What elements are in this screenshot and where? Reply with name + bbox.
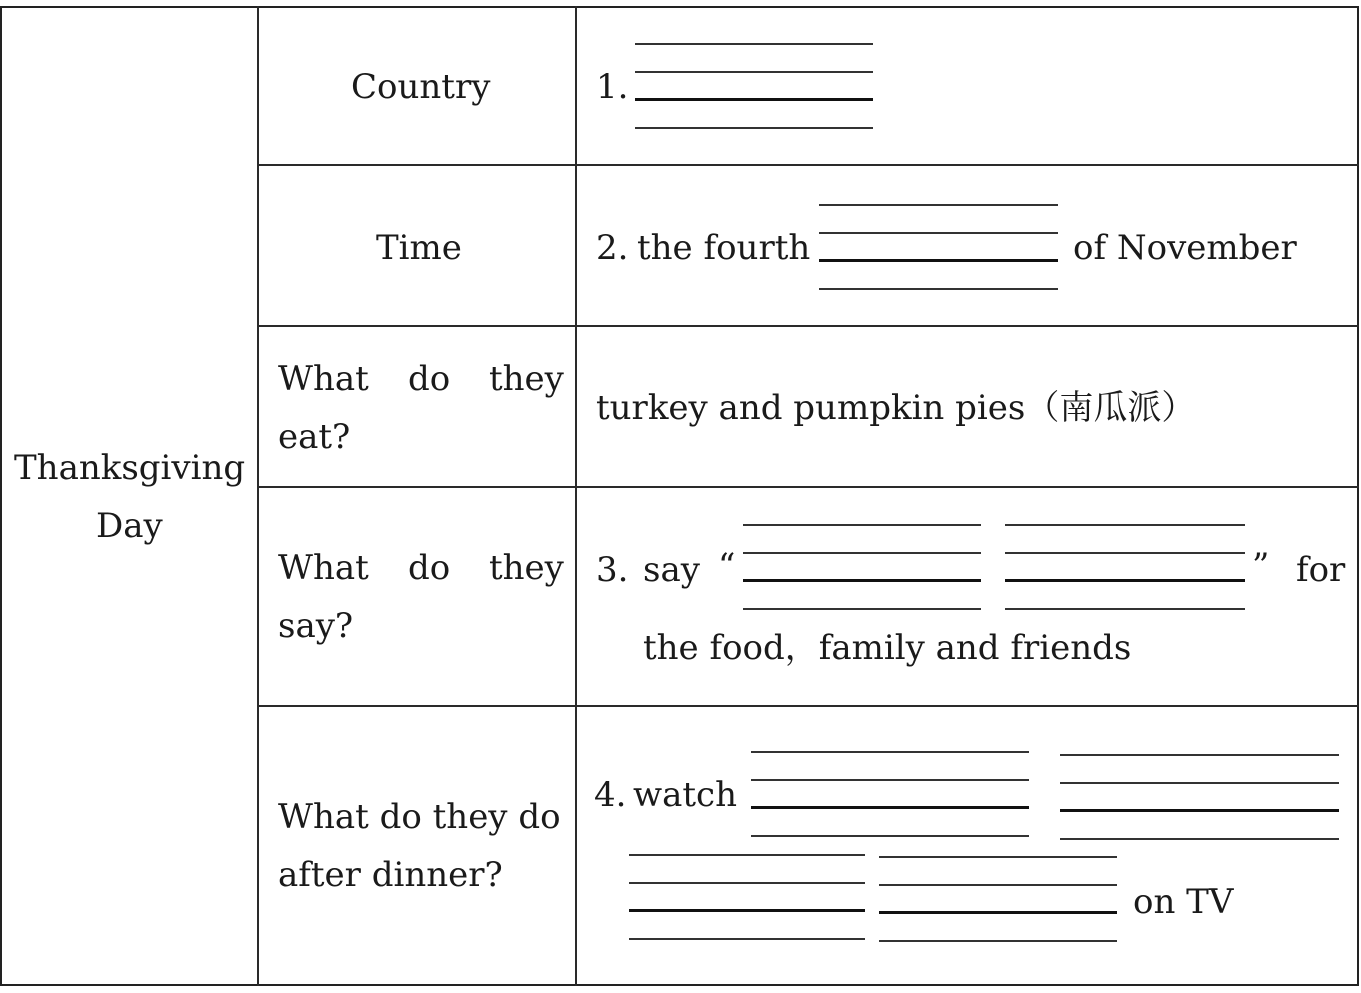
item-3-open-quote: “	[718, 546, 736, 586]
answer-4-blank-a[interactable]	[751, 751, 1029, 837]
say-label-what: What	[278, 548, 369, 588]
item-2-text-after: of November	[1073, 228, 1297, 268]
eat-label-line-2: eat?	[278, 417, 351, 457]
row-divider-3	[257, 486, 1359, 488]
answer-4-blank-b[interactable]	[1060, 754, 1339, 840]
item-3-say: say	[643, 550, 700, 590]
answer-4-blank-d[interactable]	[879, 856, 1117, 942]
answer-3-blank-a[interactable]	[743, 524, 981, 610]
item-2-number: 2.	[596, 228, 629, 268]
item-4-number: 4.	[594, 775, 627, 815]
after-dinner-label-line-2: after dinner?	[278, 855, 503, 895]
eat-answer: turkey and pumpkin pies（南瓜派）	[596, 388, 1196, 428]
column-divider-2	[575, 6, 577, 986]
item-1-number: 1.	[596, 67, 629, 107]
after-dinner-label-line-1: What do they do	[278, 797, 561, 837]
answer-3-blank-b[interactable]	[1005, 524, 1245, 610]
eat-label-what: What	[278, 359, 369, 399]
item-3-close-quote: ”	[1252, 546, 1270, 586]
item-3-for: for	[1296, 550, 1346, 590]
say-label-line-2: say?	[278, 606, 354, 646]
answer-4-blank-c[interactable]	[629, 854, 865, 940]
answer-2-blank[interactable]	[819, 204, 1058, 290]
country-label: Country	[351, 67, 491, 107]
topic-line-1: Thanksgiving	[14, 448, 246, 488]
item-4-watch: watch	[633, 775, 737, 815]
item-3-number: 3.	[596, 550, 629, 590]
eat-label-do: do	[408, 359, 451, 399]
row-divider-2	[257, 325, 1359, 327]
topic-line-2: Day	[96, 506, 163, 546]
row-divider-1	[257, 164, 1359, 166]
row-divider-4	[257, 705, 1359, 707]
item-2-text-before: the fourth	[637, 228, 811, 268]
eat-label-they: they	[489, 359, 564, 399]
item-4-on-tv: on TV	[1133, 882, 1234, 922]
answer-1-blank[interactable]	[635, 43, 873, 129]
time-label: Time	[376, 228, 462, 268]
item-3-line-2: the food，family and friends	[643, 628, 1132, 668]
say-label-they: they	[489, 548, 564, 588]
column-divider-1	[257, 6, 259, 986]
say-label-do: do	[408, 548, 451, 588]
